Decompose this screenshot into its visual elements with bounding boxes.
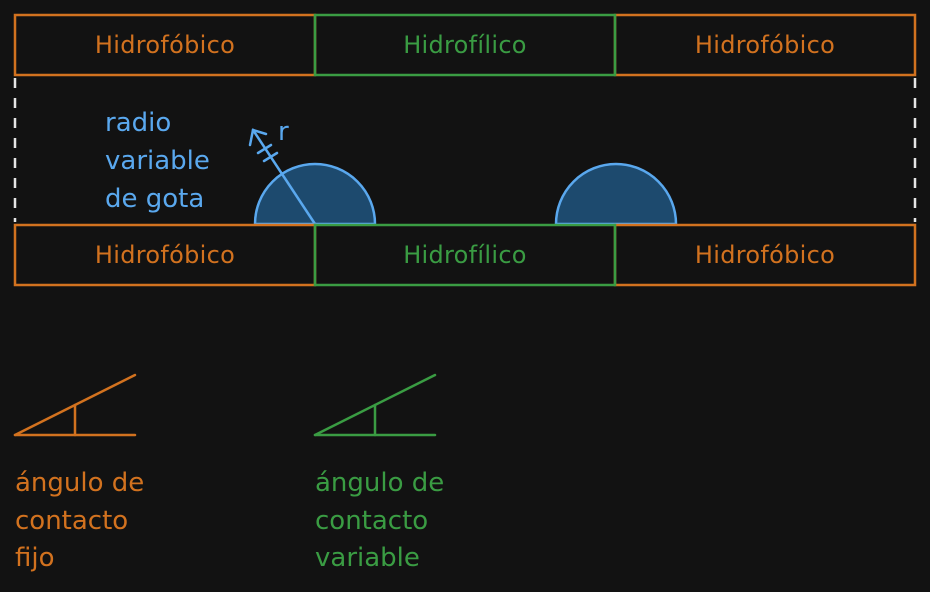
legend-variable-angle [315,375,444,573]
bottom-hydrophobic-left-label: Hidrofóbico [94,241,236,269]
droplet-note-line-1: radio [105,108,172,138]
top-hydrophilic-label: Hidrofílico [403,31,527,59]
bottom-surface-row [15,225,915,285]
variable-angle-icon [315,375,435,435]
top-surface-row [15,15,915,75]
fixed-angle-line-2: contacto [15,506,129,536]
top-hydrophobic-right-label: Hidrofóbico [694,31,836,59]
droplet-left [255,164,375,224]
bottom-hydrophilic-label: Hidrofílico [403,241,527,269]
legend-fixed-angle [15,375,144,573]
variable-angle-line-1: ángulo de [315,468,445,498]
fixed-angle-line-3: fijo [15,543,55,573]
droplet-note-line-3: de gota [105,184,205,214]
droplet-right [556,164,676,224]
variable-angle-line-2: contacto [315,506,429,536]
top-hydrophobic-left-label: Hidrofóbico [94,31,236,59]
fixed-angle-line-1: ángulo de [15,468,145,498]
radius-symbol: r [278,117,289,147]
fixed-angle-icon [15,375,135,435]
variable-angle-line-3: variable [315,543,420,573]
bottom-hydrophobic-right-label: Hidrofóbico [694,241,836,269]
droplet-radius-note [105,108,210,214]
droplet-note-line-2: variable [105,146,210,176]
